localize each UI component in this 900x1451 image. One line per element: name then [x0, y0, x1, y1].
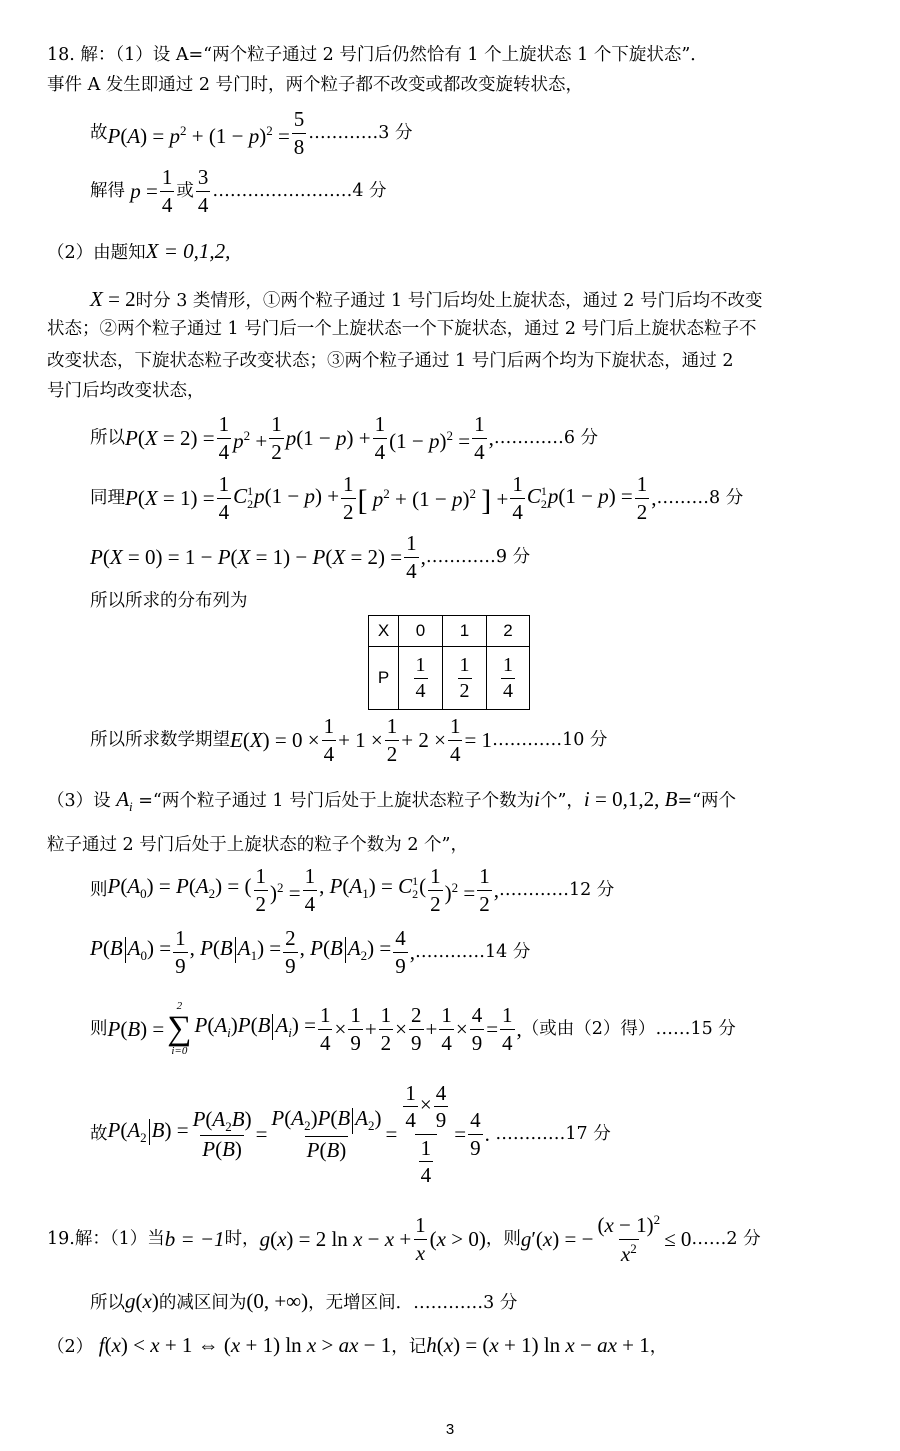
q18-eq8: P(B $A_0$) = $\frac{1}{9}$ , P(B $A_1$) = $\frac{2}{9}$ , P(B $A_2$) = $\frac{4}{9}$ , …………14 分: [90, 926, 531, 978]
q19-line1: 19.解：（1）当 b = −1 时， g(x) = 2 ln x − x + $\frac{1}{x}$ (x > 0) ，则 g′(x) = − $\frac{(x - 1)^2}{x^2}$ ≤ 0 ……2 分: [47, 1212, 761, 1266]
q18-p2-para-1: X = 2时分 3 类情形，①两个粒子通过 1 号门后均处上旋状态，通过 2 号门后均不改变: [90, 287, 763, 311]
table-cell: $\frac{1}{4}$: [487, 647, 530, 710]
q18-eq3: 所以 P(X = 2) = $\frac{1}{4}$ $p^2$ + $\frac{1}{2}$ p(1 − p) + $\frac{1}{4}$ $(1 - p)^2$ = $\frac{1}{4}$ , …………6 分: [90, 412, 599, 464]
table-cell: $\frac{1}{4}$: [399, 647, 443, 710]
q18-p2-para-4: 号门后均改变状态，: [47, 381, 205, 401]
q18-eq10: 故 $P(A_2$ B) = $\frac{P(A_2B)}{P(B)}$ = $\frac{P(A_2)P(B A_2)}{P(B)}$ = $\frac{1}{4}$ × $\frac{4}{9}$ $\frac{1}{4}$ = $\frac{4}{9}$ . …………17 分: [90, 1081, 611, 1187]
q18-eq2: 解得 p = $\frac{1}{4}$ 或 $\frac{3}{4}$ ……………………4 分: [90, 165, 387, 217]
q18-p2-para-3: 改变状态，下旋状态粒子改变状态；③两个粒子通过 1 号门后两个均为下旋状态，通过 2: [47, 351, 734, 371]
q18-eq5: P(X = 0) = 1 − P(X = 1) − P(X = 2) = $\frac{1}{4}$ , …………9 分: [90, 531, 531, 583]
q18-line2: 事件 A 发生即通过 2 号门时，两个粒子都不改变或都改变旋转状态，: [47, 75, 584, 95]
q18-eq6: 所以所求数学期望 E(X) = 0 × $\frac{1}{4}$ + 1 × $\frac{1}{2}$ + 2 × $\frac{1}{4}$ = 1 …………10 分: [90, 714, 608, 766]
table-cell: 1: [443, 616, 487, 647]
table-cell: 0: [399, 616, 443, 647]
q18-p3-line2: 粒子通过 2 号门后处于上旋状态的粒子个数为 2 个”，: [47, 835, 468, 855]
q18-eq4: 同理 P(X = 1) = $\frac{1}{4}$ C 1 2 p(1 − p) + $\frac{1}{2}$ [ $p^2 + (1 - p)^2$ ] + $\frac{1}{4}$ C 1 2 p(1 − p) = $\frac{1}{2}$ , ………8 分: [90, 472, 744, 524]
table-cell: $\frac{1}{2}$: [443, 647, 487, 710]
q18-p2-para-2: 状态；②两个粒子通过 1 号门后一个上旋状态一个下旋状态，通过 2 号门后上旋状态粒子不: [47, 319, 757, 339]
q18-eq9: 则 P(B) = 2 ∑ i=0 $P(A_i)P(B$ $A_i$) = $\frac{1}{4}$ × $\frac{1}{9}$ + $\frac{1}{2}$ × $\frac{2}{9}$ + $\frac{1}{4}$ × $\frac{4}{9}$ = $\frac{1}{4}$ , （或由（2）得） ……15 分: [90, 1000, 736, 1057]
page-number: 3: [445, 1421, 455, 1438]
q19-line3: （2） f(x) < x + 1 ⇔ (x + 1) ln x > ax − 1，记h(x) = (x + 1) ln x − ax + 1，: [47, 1333, 668, 1357]
q19-line2: 所以g(x)的减区间为(0, +∞)，无增区间．…………3 分: [90, 1289, 518, 1313]
table-cell: 2: [487, 616, 530, 647]
distribution-table: [368, 615, 530, 710]
q18-header: 18. 解：（1）设 A=“两个粒子通过 2 号门后仍然恰有 1 个上旋状态 1 个下旋状态”．: [47, 45, 708, 65]
q18-p2-head: （2）由题知X = 0,1,2,: [47, 239, 231, 263]
q18-eq7: 则 $P(A_0) = P(A_2)$ = ( $\frac{1}{2}$ )$^2$ = $\frac{1}{4}$ , $P(A_1) = C$ 1 2 ( $\frac{1}{2}$ )$^2$ = $\frac{1}{2}$ , …………12 分: [90, 864, 615, 916]
table-row: [369, 616, 530, 647]
q18-dist-intro: 所以所求的分布列为: [90, 591, 248, 611]
table-row: [369, 647, 530, 710]
table-cell: X: [369, 616, 399, 647]
q18-eq1: 故 $P(A) = p^2 + (1 - p)^2$ = $\frac{5}{8}$ …………3 分: [90, 107, 413, 159]
table-cell: P: [369, 647, 399, 710]
q18-p3-line1: （3）设 $A_i$ =“两个粒子通过 1 号门后处于上旋状态粒子个数为i个”，i = 0,1,2, B=“两个: [47, 787, 737, 815]
